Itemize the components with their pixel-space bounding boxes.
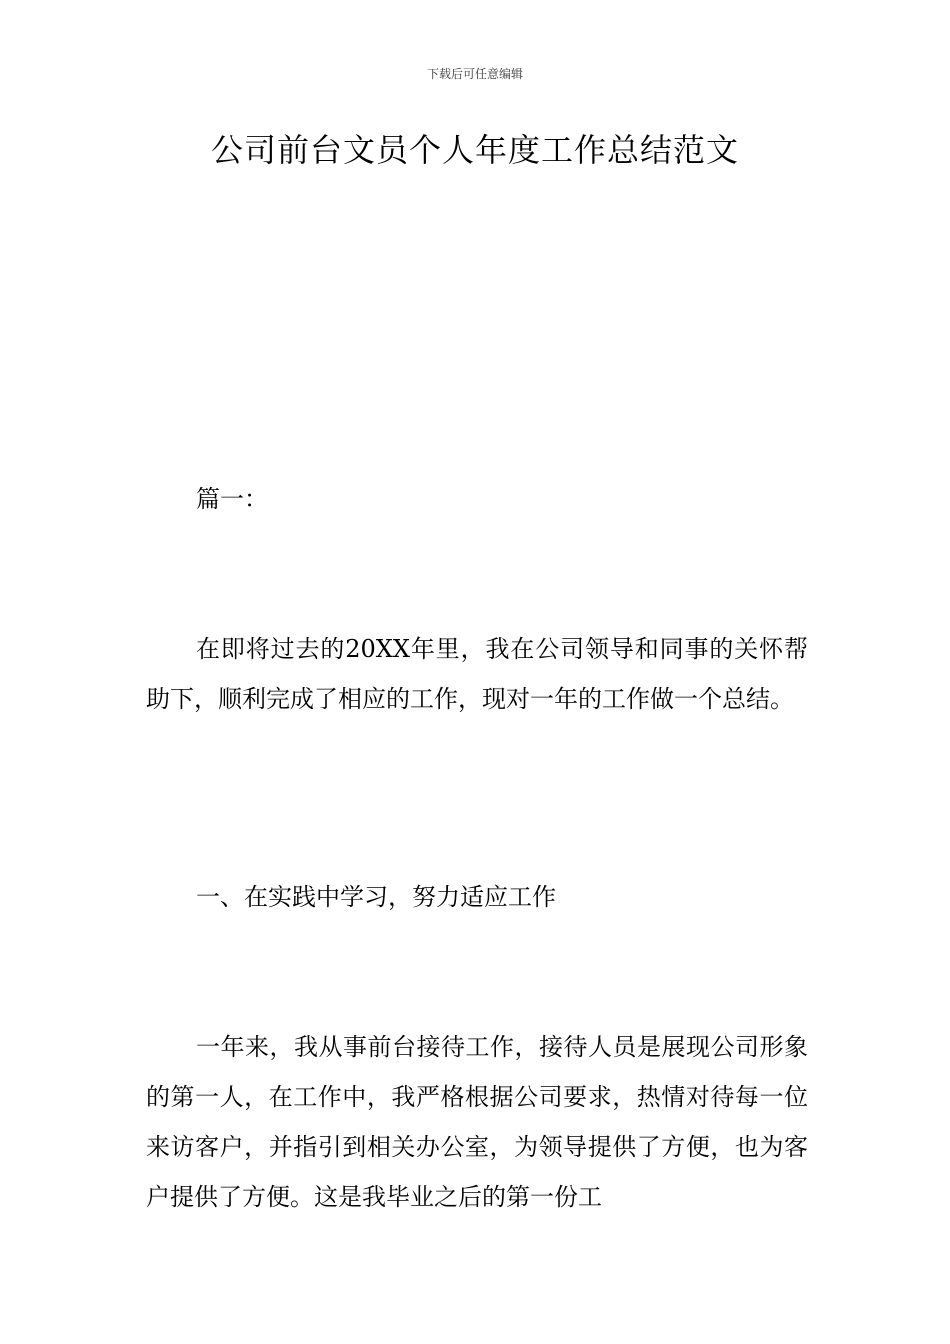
body-paragraph-1: 一年来，我从事前台接待工作，接待人员是展现公司形象的第一人，在工作中，我严格根据公司要求，热情对待每一位来访客户，并指引到相关办公室，为领导提供了方便，也为客户提供了方便。这是我毕业之后的第一份工 [146, 1033, 808, 1211]
section-label: 篇一： [196, 485, 268, 513]
document-title: 公司前台文员个人年度工作总结范文 [210, 131, 739, 169]
intro-paragraph: 在即将过去的20XX年里，我在公司领导和同事的关怀帮助下，顺利完成了相应的工作，现对一年的工作做一个总结。 [146, 635, 808, 713]
section-heading-1: 一、在实践中学习，努力适应工作 [196, 883, 556, 911]
header-note: 下载后可任意编辑 [426, 67, 523, 81]
